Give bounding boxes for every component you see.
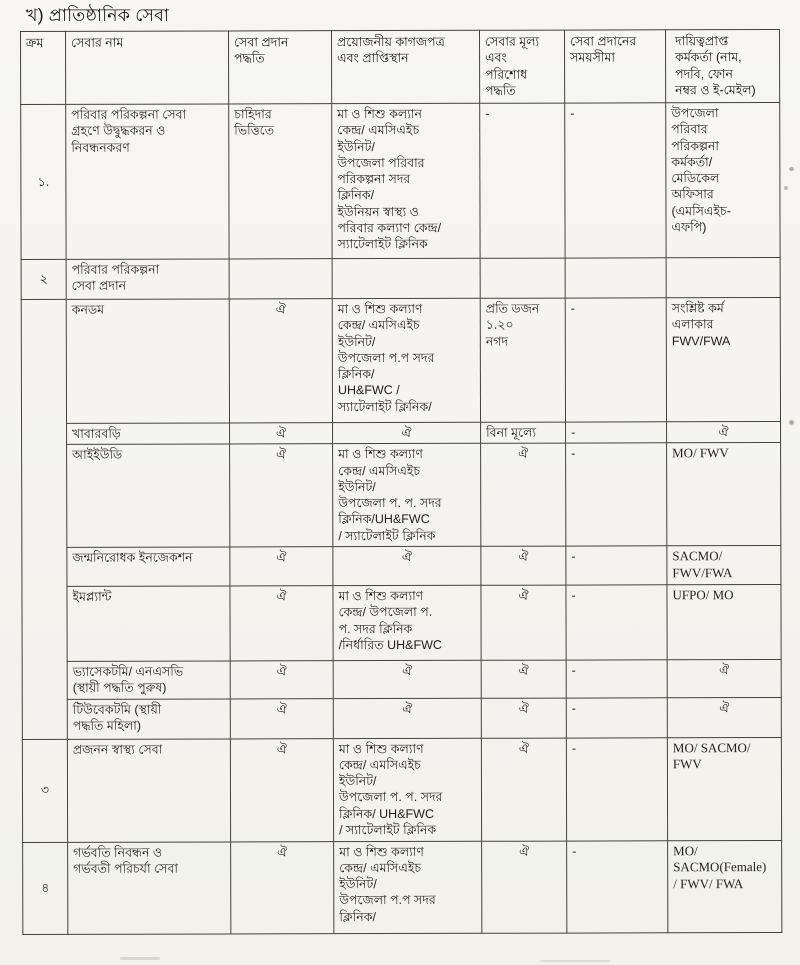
- cell-price: বিনা মূল্যে: [481, 422, 566, 443]
- cell-service-name: পরিবার পরিকল্পনা সেবা প্রদান: [66, 259, 229, 299]
- cell-serial: ৪: [23, 842, 68, 934]
- cell-service-name: গর্ভবতি নিবন্ধন ও গর্ভবতী পরিচর্যা সেবা: [68, 841, 231, 933]
- header-price: সেবার মূল্য এবং পরিশোধ পদ্ধতি: [479, 30, 564, 103]
- cell-delivery-method: ঐ: [230, 698, 333, 738]
- cell-time-limit: -: [566, 585, 667, 660]
- table-row: [22, 737, 781, 842]
- cell-time-limit: -: [566, 697, 667, 737]
- cell-documents: মা ও শিশু কল্যাণ কেন্দ্র/ এমসিএইচ ইউনিট/ উপজেলা প. প. সদর ক্লিনিক/UH&FWC / স্যাটেলাইট ক্লিনিক: [333, 444, 481, 547]
- cell-time-limit: -: [565, 103, 666, 258]
- cell-price: প্রতি ডজন ১.২০ নগদ: [480, 298, 565, 422]
- cell-time-limit: -: [566, 737, 667, 840]
- cell-delivery-method: ঐ: [230, 547, 333, 586]
- services-table: [20, 29, 782, 935]
- cell-documents: ঐ: [333, 547, 481, 586]
- page-title: খ) প্রাতিষ্ঠানিক সেবা: [26, 5, 170, 25]
- header-time-limit: সেবা প্রদানের সময়সীমা: [564, 30, 665, 103]
- cell-officer: [666, 258, 780, 298]
- cell-time-limit: -: [567, 840, 668, 932]
- cell-officer: MO/ SACMO(Female) / FWV/ FWA: [668, 840, 782, 932]
- scan-smudge: [120, 957, 160, 960]
- cell-documents: মা ও শিশু কল্যাণ কেন্দ্র/ উপজেলা প. প. সদর ক্লিনিক /নির্ধারিত UH&FWC: [333, 585, 481, 660]
- cell-documents: মা ও শিশু কল্যাণ কেন্দ্র/ এমসিএইচ ইউনিট/ উপজেলা প.প সদর ক্লিনিক/ UH&FWC / স্যাটেলাইট ক্লিনিক/: [332, 298, 480, 422]
- cell-delivery-method: ঐ: [230, 586, 333, 661]
- cell-price: ঐ: [481, 443, 566, 546]
- cell-service-name: খাবারবড়ি: [67, 423, 230, 445]
- cell-documents: [332, 258, 480, 298]
- cell-officer: UFPO/ MO: [667, 585, 781, 660]
- cell-service-name: ইমপ্ল্যান্ট: [67, 586, 230, 661]
- cell-serial: ২: [21, 259, 66, 299]
- cell-documents: ঐ: [333, 698, 481, 738]
- cell-price: ঐ: [481, 546, 566, 585]
- table-row: [21, 298, 780, 424]
- cell-delivery-method: চাহিদার ভিত্তিতে: [229, 104, 332, 259]
- table-row: [22, 660, 781, 699]
- header-serial: ক্রম: [21, 31, 66, 104]
- cell-officer: MO/ FWV: [667, 443, 781, 546]
- cell-delivery-method: ঐ: [231, 841, 334, 933]
- cell-documents: মা ও শিশু কল্যান কেন্দ্র/ এমসিএইচ ইউনিট/ উপজেলা পরিবার পরিকল্পনা সদর ক্লিনিক/ ইউনিয়ন স্বাস্থ্য ও পরিবার কল্যাণ কেন্দ্র/ স্যাটেলাইট ক্লিনিক: [332, 103, 480, 258]
- cell-service-name: আইইউডি: [67, 444, 230, 547]
- scan-speck: [784, 186, 788, 190]
- cell-delivery-method: [229, 259, 332, 299]
- cell-delivery-method: ঐ: [230, 738, 333, 841]
- cell-documents: মা ও শিশু কল্যাণ কেন্দ্র/ এমসিএইচ ইউনিট/ উপজেলা প.প সদর ক্লিনিক/: [334, 841, 482, 933]
- table-row: [21, 103, 780, 260]
- cell-documents: ঐ: [333, 422, 481, 444]
- header-documents: প্রয়োজনীয় কাগজপত্র এবং প্রাপ্তিস্থান: [332, 30, 480, 103]
- table-row: [21, 258, 780, 300]
- cell-service-name: পরিবার পরিকল্পনা সেবা গ্রহণে উদ্বুদ্ধকরন ও নিবন্ধনকরণ: [66, 104, 229, 259]
- cell-service-name: টিউবেকটমি (স্থায়ী পদ্ধতি মহিলা): [67, 698, 230, 738]
- cell-price: ঐ: [481, 738, 566, 841]
- cell-officer: MO/ SACMO/ FWV: [667, 737, 781, 840]
- cell-delivery-method: ঐ: [230, 661, 333, 699]
- cell-serial: ১.: [21, 104, 66, 259]
- scan-speck: [789, 167, 794, 171]
- cell-officer: SACMO/ FWV/FWA: [667, 546, 781, 585]
- cell-time-limit: [565, 258, 666, 298]
- cell-price: [480, 258, 565, 298]
- cell-time-limit: -: [566, 422, 667, 444]
- cell-service-name: কনডম: [66, 299, 229, 423]
- cell-delivery-method: ঐ: [230, 444, 333, 547]
- cell-time-limit: -: [566, 443, 667, 546]
- cell-service-name: ভ্যাসেকটমি/ এনএসভি (স্থায়ী পদ্ধতি পুরুষ): [67, 661, 230, 699]
- scan-speck: [788, 419, 795, 426]
- table-row: [22, 585, 781, 662]
- cell-documents: মা ও শিশু কল্যাণ কেন্দ্র/ এমসিএইচ ইউনিট/ উপজেলা প. প. সদর ক্লিনিক/ UH&FWC / স্যাটেলাইট ক্লিনিক: [333, 738, 481, 841]
- cell-time-limit: -: [565, 298, 666, 422]
- table-wrap: [20, 29, 782, 935]
- cell-officer: সংশ্লিষ্ট কর্ম এলাকার FWV/FWA: [666, 298, 780, 422]
- cell-price: ঐ: [481, 660, 566, 698]
- cell-price: ঐ: [481, 585, 566, 660]
- cell-price: -: [480, 103, 565, 258]
- cell-time-limit: -: [566, 660, 667, 698]
- header-officer: দায়িত্বপ্রাপ্ত কর্মকর্তা (নাম, পদবি, ফোন নম্বর ও ই-মেইল): [665, 30, 779, 103]
- cell-delivery-method: ঐ: [230, 423, 333, 445]
- cell-serial-empty: [21, 299, 67, 739]
- table-row: [22, 443, 781, 548]
- cell-officer: ঐ: [667, 697, 781, 737]
- cell-price: ঐ: [482, 841, 567, 933]
- cell-service-name: প্রজনন স্বাস্থ্য সেবা: [67, 738, 230, 841]
- cell-serial: ৩: [22, 739, 67, 842]
- cell-officer: ঐ: [667, 422, 781, 444]
- cell-price: ঐ: [481, 698, 566, 738]
- cell-officer: ঐ: [667, 660, 781, 698]
- header-delivery-method: সেবা প্রদান পদ্ধতি: [229, 31, 332, 104]
- table-row: [22, 546, 781, 587]
- table-row: [22, 697, 781, 739]
- table-row: [22, 422, 781, 445]
- header-service-name: সেবার নাম: [66, 31, 229, 104]
- table-row: [23, 840, 782, 934]
- cell-service-name: জন্মনিরোধক ইনজেকশন: [67, 547, 230, 586]
- header-row: [21, 30, 780, 105]
- cell-delivery-method: ঐ: [229, 299, 332, 423]
- cell-officer: উপজেলা পরিবার পরিকল্পনা কর্মকর্তা/ মেডিকেল অফিসার (এমসিএইচ- এফপি): [666, 103, 780, 258]
- cell-documents: ঐ: [333, 660, 481, 698]
- scan-smudge: [540, 960, 610, 962]
- cell-time-limit: -: [566, 546, 667, 585]
